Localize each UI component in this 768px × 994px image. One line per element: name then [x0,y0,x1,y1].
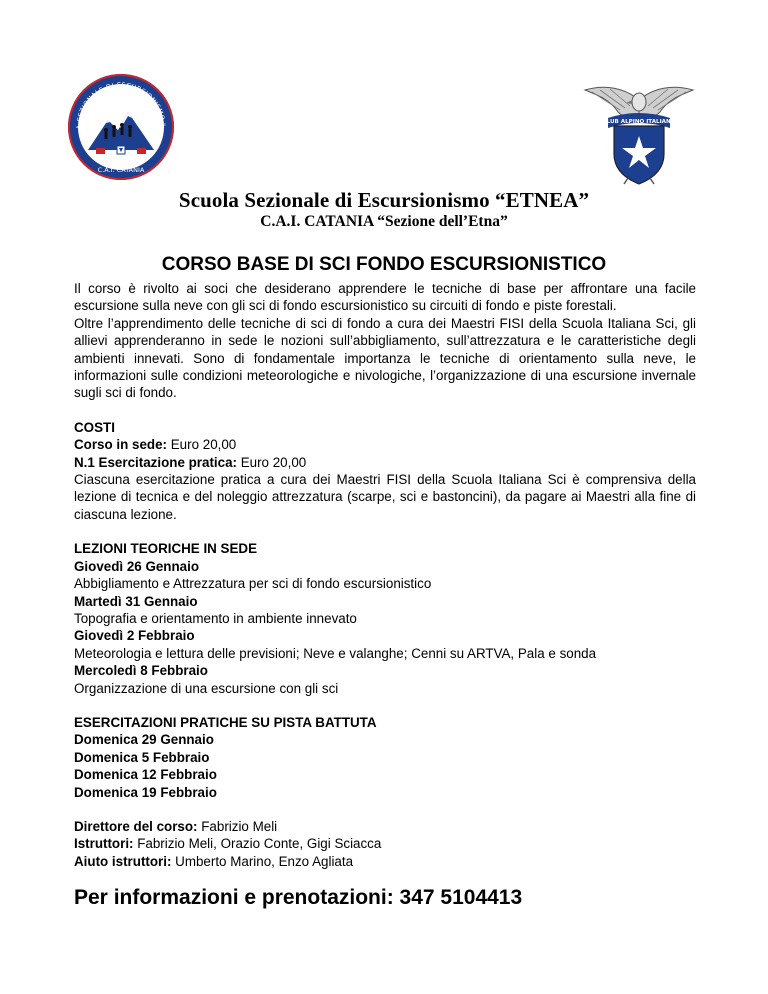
costs-section [74,419,696,523]
instructors-line [74,835,696,852]
lesson-date: Martedì 31 Gennaio [74,593,198,609]
lesson-topic: Topografia e orientamento in ambiente innevato [74,610,357,626]
practice-section [74,714,696,801]
lesson-date: Mercoledì 8 Febbraio [74,663,208,679]
intro-paragraph-1: Il corso è rivolto ai soci che desiderano apprendere le tecniche di base per affrontare una facile escursione sulla neve con gli sci di fondo escursionistico su circuiti di fondo e piste forestali. [74,281,696,314]
director-value: Fabrizio Meli [197,818,278,834]
cost-label: Corso in sede: [74,437,168,453]
cost-item [74,454,696,471]
section-name: C.A.I. CATANIA “Sezione dell’Etna” [260,213,508,230]
assistants-value: Umberto Marino, Enzo Agliata [171,853,354,869]
assistants-line [74,853,696,870]
document-body [74,280,696,870]
lessons-section [74,540,696,697]
school-name: Scuola Sezionale di Escursionismo “ETNEA” [178,188,590,212]
lesson-topic: Abbigliamento e Attrezzatura per sci di fondo escursionistico [74,576,432,592]
lesson-date: Giovedì 2 Febbraio [74,628,195,644]
instructors-label: Istruttori: [74,836,134,852]
staff-section [74,818,696,870]
director-line [74,818,696,835]
assistants-label: Aiuto istruttori: [74,853,172,869]
cai-logo [580,78,698,188]
practice-heading: ESERCITAZIONI PRATICHE SU PISTA BATTUTA [74,714,377,730]
practice-date: Domenica 5 Febbraio [74,749,210,765]
scuola-etnea-logo [66,72,176,182]
cost-label: N.1 Esercitazione pratica: [74,454,237,470]
practice-date: Domenica 19 Febbraio [74,784,217,800]
course-title: CORSO BASE DI SCI FONDO ESCURSIONISTICO [161,254,607,275]
director-label: Direttore del corso: [74,818,198,834]
logo-ring-text: A SEZIONALE DI ESCURSIONISMO " [74,80,168,130]
instructors-value: Fabrizio Meli, Orazio Conte, Gigi Sciacca [133,836,382,852]
lessons-heading: LEZIONI TEORICHE IN SEDE [74,541,258,557]
intro-paragraph-2: Oltre l’apprendimento delle tecniche di sci di fondo a cura dei Maestri FISI della Scuola Italiana Sci, gli allievi apprenderanno in sede le nozioni sull’abbigliamento, sull’attrezzatura e le caratteristiche degli ambienti innevati. Sono di fondamentale importanza le tecniche di orientamento sulla neve, le informazioni sulle condizioni meteorologiche e nivologiche, l’organizzazione di una escursione invernale sugli sci di fondo. [74,315,696,401]
cost-value: Euro 20,00 [167,437,237,453]
lesson-topic: Organizzazione di una escursione con gli sci [74,680,339,696]
practice-date: Domenica 29 Gennaio [74,732,214,748]
cost-value: Euro 20,00 [236,454,307,470]
lesson-topic: Meteorologia e lettura delle previsioni; Neve e valanghe; Cenni su ARTVA, Pala e sonda [74,645,597,661]
lesson-date: Giovedì 26 Gennaio [74,558,200,574]
costs-heading: COSTI [74,419,115,435]
cost-item [74,436,696,453]
logo-band-text: CLUB ALPINO ITALIANO [602,119,676,125]
contact-info: Per informazioni e prenotazioni: 347 5104413 [74,886,523,909]
intro [74,280,696,402]
logo-bottom-text: C.A.I. CATANIA [97,166,145,174]
practice-date: Domenica 12 Febbraio [74,767,217,783]
costs-note: Ciascuna esercitazione pratica a cura dei Maestri FISI della Scuola Italiana Sci è comprensiva della lezione di tecnica e del noleggio attrezzatura (scarpe, sci e bastoncini), da pagare ai Maestri alla fine di ciascuna lezione. [74,472,696,522]
